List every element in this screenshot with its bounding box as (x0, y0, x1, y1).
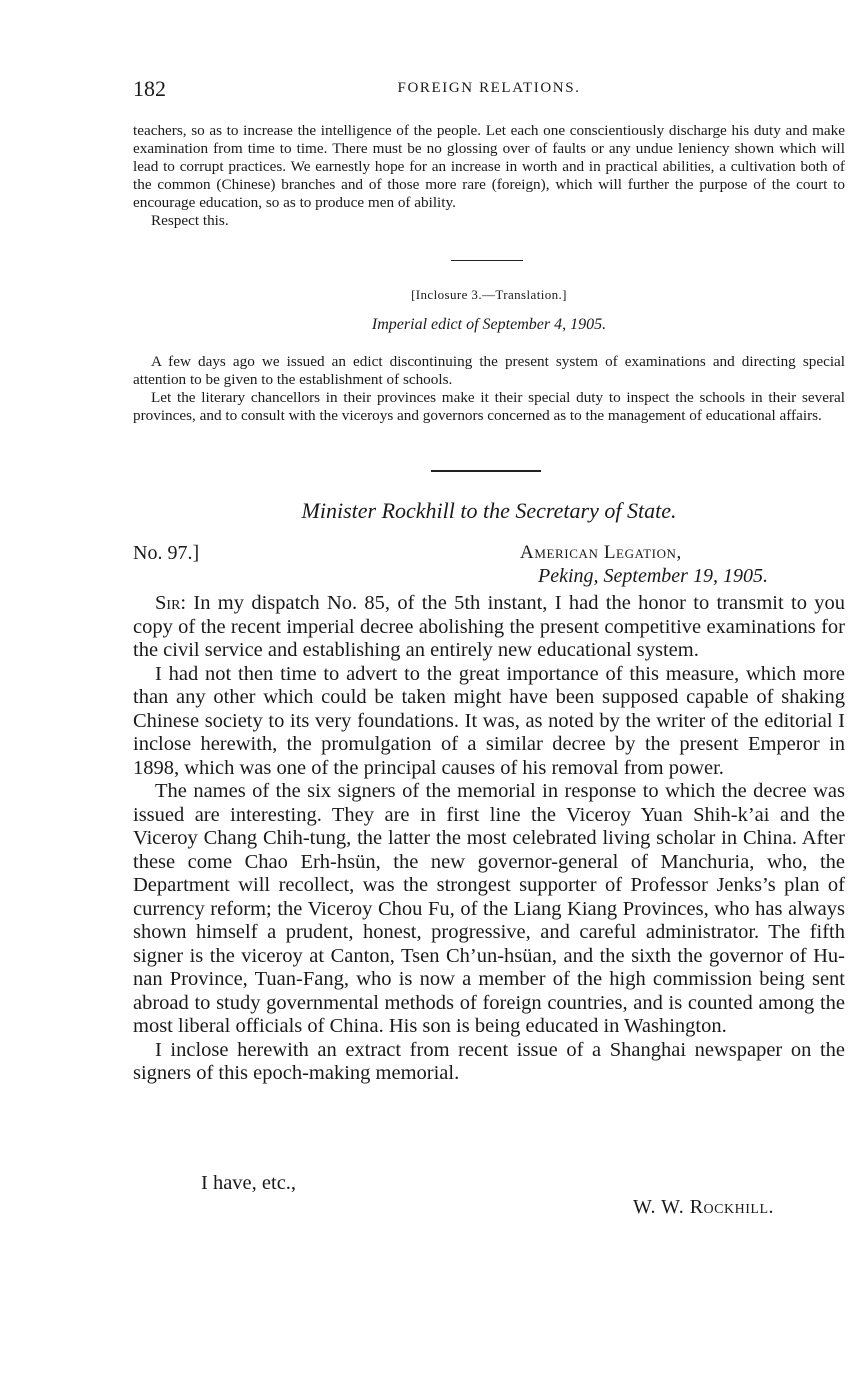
letter-body (133, 592, 845, 1086)
letter-paragraph (133, 592, 845, 663)
edict-continuation (133, 122, 845, 230)
dispatch-title: Minister Rockhill to the Secretary of State. (301, 498, 677, 523)
letter-paragraph: The names of the six signers of the memorial in response to which the decree was issued are interesting. They are in first line the Viceroy Yuan Shih-k’ai and the Viceroy Chang Chih-tung, the latter the most celebrated living scholar in China. After these come Chao Erh-hsün, the new governor-general of Manchuria, who, the Department will recollect, was the strongest supporter of Professor Jenks’s plan of currency reform; the Viceroy Chou Fu, of the Liang Kiang Provinces, who has always shown himself a prudent, honest, progressive, and careful administrator. The fifth signer is the viceroy at Canton, Tsen Ch’un-hsüan, and the sixth the governor of Hu-nan Province, Tuan-Fang, who is now a member of the high commission being sent abroad to study governmental methods of foreign countries, and is counted among the most liberal officials of China. His son is being educated in Washington. (133, 780, 845, 1037)
respect-line: Respect this. (151, 212, 229, 229)
page-header (133, 76, 845, 102)
salutation: Sir: (155, 592, 187, 614)
inclosure-label: [Inclosure 3.—Translation.] (411, 287, 567, 302)
signature: W. W. Rockhill. (633, 1196, 774, 1218)
letter-paragraph: I had not then time to advert to the great importance of this measure, which more than any other which could be taken might have been supposed capable of shaking Chinese society to its very foundations. It was, as noted by the writer of the editorial I inclose herewith, the promulgation of a similar decree by the present Emperor in 1898, which was one of the principal causes of his removal from power. (133, 662, 845, 779)
page-number: 182 (133, 76, 166, 101)
continuation-paragraph: teachers, so as to increase the intelligence of the people. Let each one conscientiously discharge his duty and make examination from time to time. There must be no glossing over of faults or any undue leniency shown which will lead to corrupt practices. We earnestly hope for an increase in worth and in practical abilities, a cultivation both of the common (Chinese) branches and of those more rare (foreign), which will further the purpose of the court to encourage education, so as to produce men of ability. (133, 122, 845, 211)
edict-paragraph: Let the literary chancellors in their provinces make it their special duty to inspect the schools in their several provinces, and to consult with the viceroys and governors concerned as to the management of educational affairs. (133, 389, 845, 424)
legation-heading: American Legation, (520, 542, 682, 563)
edict-title: Imperial edict of September 4, 1905. (371, 316, 607, 333)
edict-paragraph: A few days ago we issued an edict discontinuing the present system of examinations and directing special attention to be given to the establishment of schools. (133, 353, 845, 388)
section-divider (431, 470, 541, 472)
closing-line: I have, etc., (201, 1172, 297, 1194)
running-head: FOREIGN RELATIONS. (397, 80, 581, 96)
place-date: Peking, September 19, 1905. (538, 565, 768, 587)
letter-paragraph: I inclose herewith an extract from recent issue of a Shanghai newspaper on the signers of this epoch-making memorial. (133, 1038, 845, 1084)
dispatch-number: No. 97.] (133, 542, 200, 564)
letter-paragraph-text: In my dispatch No. 85, of the 5th instant, I had the honor to transmit to you copy of the recent imperial decree abolishing the present competitive examinations for the civil service and establishing an entirely new educational system. (133, 592, 845, 661)
edict-body (133, 353, 845, 425)
section-divider (451, 260, 523, 261)
